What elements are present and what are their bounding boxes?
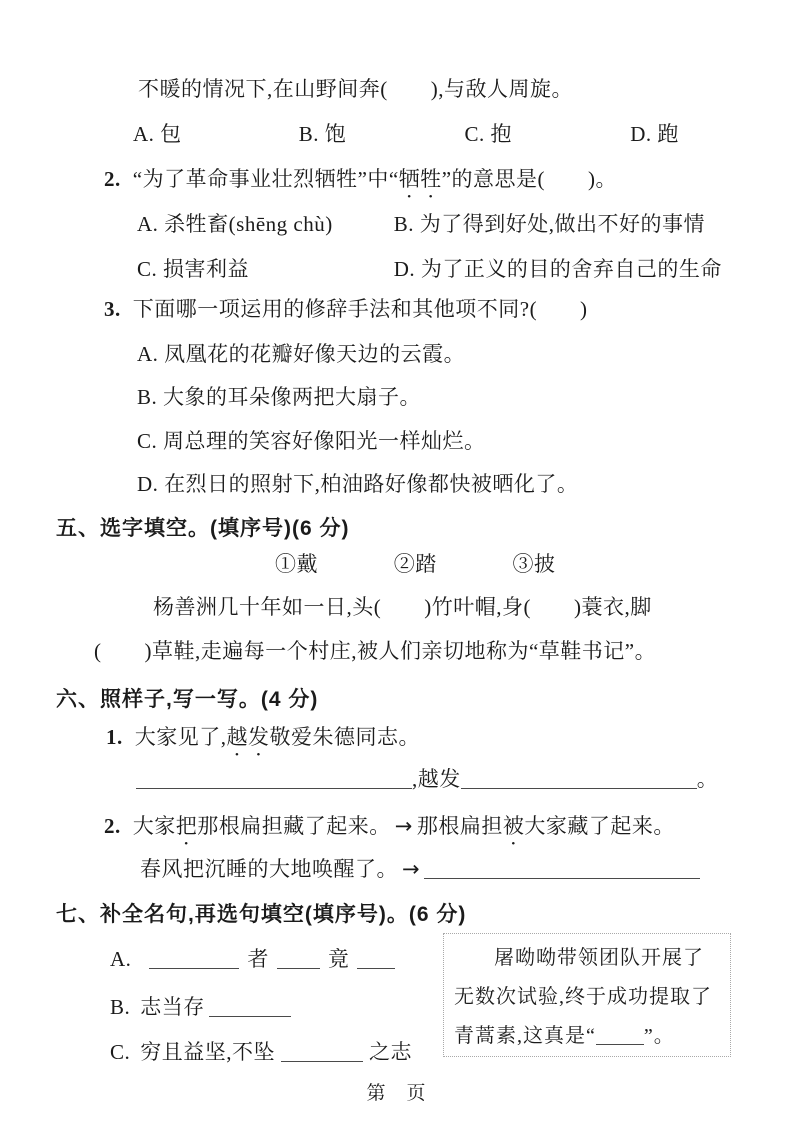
s6-item1-emphasized-word: 越发	[226, 725, 270, 749]
s6-item1-number: 1.	[106, 725, 123, 749]
s5-paragraph-line-1: 杨善洲几十年如一日,头( )竹叶帽,身( )蓑衣,脚	[153, 595, 652, 619]
s6-item2-number: 2.	[104, 814, 121, 838]
s6-item1-pre: 大家见了,	[134, 725, 227, 749]
s6-item1-row	[106, 724, 420, 761]
s6-item1-answer-mid: ,越发	[412, 767, 461, 791]
s5-paragraph-line-2: ( )草鞋,走遍每一个村庄,被人们亲切地称为“草鞋书记”。	[94, 639, 657, 663]
q2-number: 2.	[104, 167, 121, 191]
q1-option-b: B. 饱	[298, 122, 347, 146]
s6-item2-emphasized-ba: 把	[175, 814, 198, 838]
blank-line	[461, 784, 697, 789]
q1-options-row	[133, 121, 679, 148]
q2-options-row-1	[137, 211, 705, 238]
s5-choice-3: ③披	[512, 552, 556, 576]
s7-item-c-post: 之志	[369, 1040, 413, 1064]
blank-line	[149, 964, 239, 969]
s6-item1-answer-row	[136, 766, 718, 793]
arrow-icon: →	[402, 857, 421, 881]
q3-stem-row	[104, 296, 588, 323]
s5-choice-2: ②踏	[393, 552, 437, 576]
q3-option-d: D. 在烈日的照射下,柏油路好像都快被晒化了。	[137, 472, 579, 496]
blank-line	[424, 874, 700, 879]
s5-choices-row	[275, 551, 556, 578]
s6-item1-answer-end: 。	[696, 767, 719, 791]
q2-emphasized-word: 牺牲	[398, 167, 442, 191]
q2-option-a: A. 杀牲畜(shēng chù)	[137, 212, 333, 236]
s7-item-c-pre: 穷且益坚,不坠	[140, 1040, 276, 1064]
s7-item-b-label: B.	[110, 995, 131, 1019]
q3-option-c: C. 周总理的笑容好像阳光一样灿烂。	[137, 429, 486, 453]
s7-box-pre: 屠呦呦带领团队开展了无数次试验,终于成功提取了青蒿素,这真是“	[454, 947, 712, 1047]
section-5-heading: 五、选字填空。(填序号)(6 分)	[56, 517, 350, 540]
s6-item2-emphasized-bei: 被	[502, 814, 525, 838]
s6-item2b-text: 春风把沉睡的大地唤醒了。	[140, 857, 398, 881]
q2-option-d: D. 为了正义的目的舍弃自己的生命	[393, 257, 722, 281]
s7-context-box	[443, 933, 731, 1057]
blank-line	[281, 1057, 363, 1062]
blank-line	[357, 964, 395, 969]
q2-stem-pre: “为了革命事业壮烈牺牲”中“	[132, 167, 399, 191]
q1-option-a: A. 包	[133, 122, 182, 146]
s6-item2-seg2: 那根扁担藏了起来。	[197, 814, 391, 838]
blank-line	[136, 784, 412, 789]
q2-stem-post: ”的意思是( )。	[441, 167, 618, 191]
q2-option-c: C. 损害利益	[137, 257, 250, 281]
s7-item-b-text: 志当存	[140, 995, 205, 1019]
s6-item2-seg1: 大家	[132, 814, 176, 838]
q1-option-c: C. 抱	[464, 122, 513, 146]
s7-box-post: ”。	[643, 1025, 675, 1047]
blank-line	[209, 1012, 291, 1017]
q3-option-b: B. 大象的耳朵像两把大扇子。	[137, 385, 422, 409]
q1-option-d: D. 跑	[630, 122, 679, 146]
page-number-footer: 第 页	[366, 1083, 427, 1104]
s7-item-c-label: C.	[110, 1040, 131, 1064]
s6-item2b-row	[140, 856, 700, 883]
q1-stem-text: 不暖的情况下,在山野间奔( ),与敌人周旋。	[138, 77, 573, 101]
s6-item2-row	[104, 813, 675, 850]
q3-number: 3.	[104, 297, 121, 321]
s7-item-b-row	[110, 994, 291, 1021]
s7-item-a-row	[110, 946, 403, 973]
q2-options-row-2	[137, 256, 722, 283]
s5-choice-1: ①戴	[275, 552, 318, 576]
s7-item-c-row	[110, 1039, 412, 1066]
section-7-heading: 七、补全名句,再选句填空(填序号)。(6 分)	[56, 903, 467, 926]
s7-item-a-label: A.	[110, 947, 132, 971]
s7-item-a-mid2: 竟	[327, 947, 350, 971]
s6-item2-seg4: 大家藏了起来。	[524, 814, 675, 838]
blank-line	[596, 1040, 644, 1045]
s7-item-a-mid1: 者	[247, 947, 269, 971]
q3-stem-text: 下面哪一项运用的修辞手法和其他项不同?( )	[132, 297, 588, 321]
q3-option-a: A. 凤凰花的花瓣好像天边的云霞。	[137, 342, 466, 366]
s6-item2-seg3: 那根扁担	[416, 814, 503, 838]
q2-stem-row	[104, 166, 617, 203]
q1-stem-continuation	[138, 76, 573, 103]
s7-context-box-text	[444, 934, 730, 1056]
q2-option-b: B. 为了得到好处,做出不好的事情	[393, 212, 706, 236]
s6-item1-post: 敬爱朱德同志。	[269, 725, 420, 749]
arrow-icon: →	[394, 814, 413, 838]
section-6-heading: 六、照样子,写一写。(4 分)	[56, 688, 319, 711]
blank-line	[277, 964, 320, 969]
